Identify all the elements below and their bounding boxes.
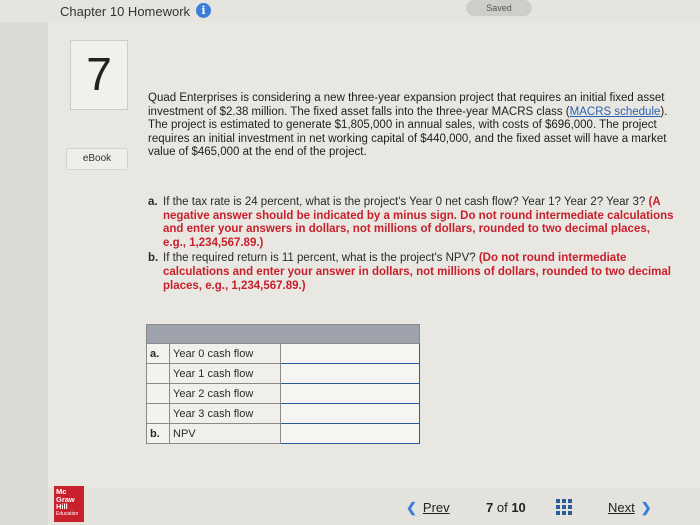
part-a-text: If the tax rate is 24 percent, what is the project's Year 0 net cash flow? Year 1? Year 2? Year 3? <box>163 196 649 208</box>
row-label: Year 2 cash flow <box>170 384 281 404</box>
problem-text-part2: ). The project is estimated to generate $1,805,000 in annual sales, with costs of $696,000. The project requires an initial investment in net working capital of $440,000, and the fixed asset will have a market value of $465,000 at the end of the project. <box>148 105 668 159</box>
next-label: Next <box>608 500 635 515</box>
page-of: of <box>496 500 508 515</box>
ebook-button[interactable]: eBook <box>66 148 128 170</box>
table-row <box>147 364 420 384</box>
part-letter: a. <box>148 196 158 208</box>
row-label: NPV <box>170 424 281 444</box>
chevron-right-icon: ❯ <box>640 500 652 515</box>
info-icon[interactable]: i <box>196 3 211 18</box>
year-2-cash-flow-input[interactable] <box>284 385 420 403</box>
table-header <box>147 325 420 344</box>
year-3-cash-flow-input[interactable] <box>284 405 420 423</box>
row-letter: b. <box>147 424 170 444</box>
part-b-text: If the required return is 11 percent, what is the project's NPV? <box>163 252 479 265</box>
chapter-title: Chapter 10 Homework <box>60 4 191 19</box>
row-label: Year 3 cash flow <box>170 404 281 424</box>
row-label: Year 1 cash flow <box>170 364 281 384</box>
part-b-instructions: (Do not round intermediate calculations and enter your answer in dollars, not millions of dollars, rounded to two decimal places, e.g., 1,234,567.89.) <box>163 252 671 292</box>
footer-bar <box>48 488 700 525</box>
problem-text-part1: Quad Enterprises is considering a new three-year expansion project that requires an initial fixed asset investment of $2.38 million. The fixed asset falls into the three-year MACRS class ( <box>148 92 665 118</box>
page-indicator <box>486 500 526 515</box>
row-letter: a. <box>147 344 170 364</box>
prev-label: Prev <box>422 500 450 515</box>
answer-table <box>146 324 420 444</box>
page-current: 7 <box>486 500 494 515</box>
table-row <box>147 424 420 444</box>
table-row <box>147 404 420 424</box>
row-label: Year 0 cash flow <box>170 344 281 364</box>
page-total: 10 <box>511 500 526 515</box>
problem-statement <box>148 92 672 160</box>
question-number-box <box>70 40 128 110</box>
row-letter <box>147 364 170 384</box>
row-letter <box>147 404 170 424</box>
table-row <box>147 384 420 404</box>
question-number: 7 <box>86 48 112 100</box>
npv-input[interactable] <box>284 425 420 443</box>
mcgraw-hill-logo: Mc Graw Hill Education <box>54 486 84 522</box>
saved-badge: Saved <box>466 0 532 16</box>
grid-icon[interactable] <box>556 499 572 515</box>
part-letter: b. <box>148 252 159 265</box>
macrs-schedule-link[interactable]: MACRS schedule <box>569 105 661 118</box>
prev-button[interactable] <box>406 500 450 516</box>
row-letter <box>147 384 170 404</box>
part-b <box>148 252 674 293</box>
year-0-cash-flow-input[interactable] <box>284 345 420 363</box>
next-button[interactable] <box>608 500 652 516</box>
question-parts <box>148 196 674 295</box>
part-a <box>148 196 674 250</box>
table-row <box>147 344 420 364</box>
chevron-left-icon: ❮ <box>406 500 417 515</box>
year-1-cash-flow-input[interactable] <box>284 365 420 383</box>
part-a-instructions: (A negative answer should be indicated by a minus sign. Do not round intermediate calculations and enter your answers in dollars, not millions of dollars, rounded to two decimal places, e.g., 1,234,567.89.) <box>163 196 674 249</box>
